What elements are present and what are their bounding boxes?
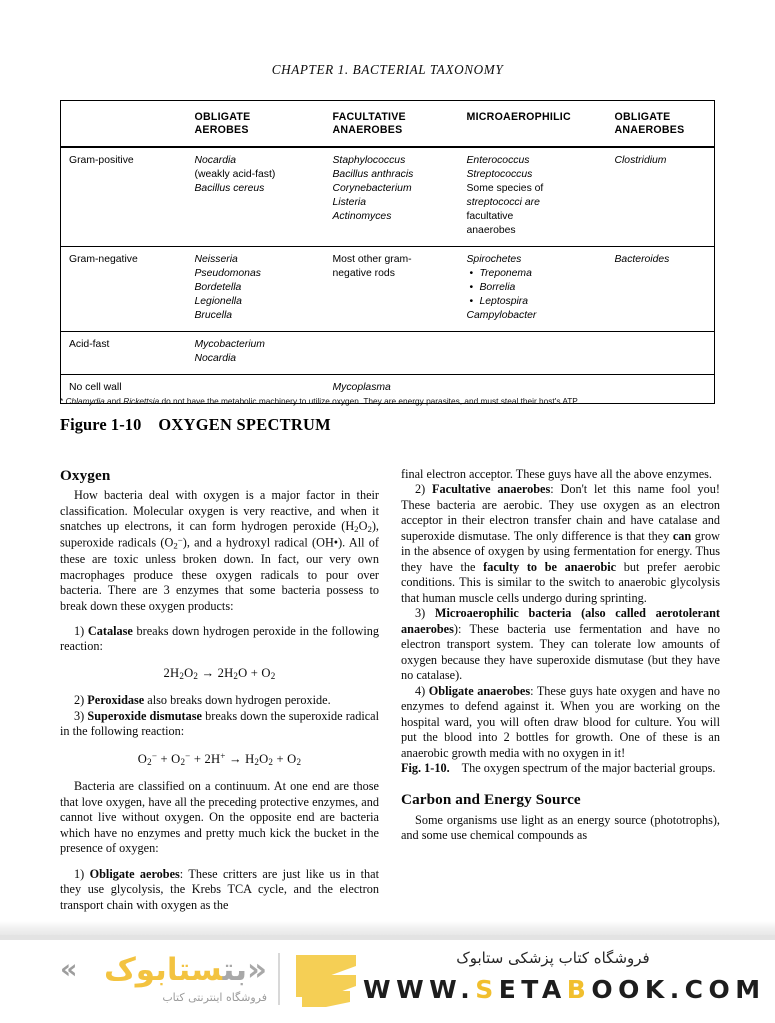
column-header-blank	[61, 101, 187, 147]
cell-gram-positive-facultative-anaerobes: Staphylococcus Bacillus anthracis Corynebacterium Listeria Actinomyces	[332, 154, 414, 222]
url-segment-1: S	[475, 974, 499, 1004]
page-bottom-fade	[0, 921, 775, 935]
section-heading-carbon-energy-source: Carbon and Energy Source	[401, 790, 581, 808]
double-chevron-icon: «	[60, 954, 78, 985]
term-microaerophilic-bacteria: Microaerophilic bacteria (also called aerotolerant anaerobes	[401, 606, 720, 636]
term-peroxidase: Peroxidase	[87, 693, 145, 708]
cell-acid-fast-facultative-anaerobes	[325, 331, 459, 374]
list-number-4b: 4)	[415, 683, 426, 698]
paragraph-microaerophilic-bacteria: 3) Microaerophilic bacteria (also called aerotolerant anaerobes): These bacteria use fermentation and have no electron transport system. They can tolerate low amounts of oxygen because they have superoxide dismutase (but they have no catalase).	[401, 606, 720, 683]
cell-gram-negative-obligate-anaerobes: Bacteroides	[614, 253, 670, 265]
term-catalase: Catalase	[87, 624, 133, 638]
cell-gram-positive-obligate-aerobes: Nocardia (weakly acid-fast) Bacillus cereus	[194, 154, 276, 194]
figure-caption-title: OXYGEN SPECTRUM	[158, 415, 331, 434]
paragraph-catalase: 1) Catalase breaks down hydrogen peroxide in the following reaction:	[60, 624, 380, 654]
row-label-gram-positive: Gram-positive	[69, 154, 134, 166]
cell-acid-fast-obligate-aerobes: Mycobacterium Nocardia	[194, 338, 265, 364]
column-header-obligate-aerobes: OBLIGATE AEROBES	[194, 111, 251, 136]
table-header-row	[61, 101, 715, 147]
list-number-1: 1)	[74, 624, 85, 638]
table-footnote	[60, 396, 720, 407]
site-watermark-banner	[0, 935, 775, 1023]
logo-word-gold: ستابوک	[104, 952, 223, 988]
banner-top-rule	[0, 935, 775, 940]
cell-gram-negative-obligate-aerobes: Neisseria Pseudomonas Bordetella Legionella Brucella	[194, 253, 261, 321]
table-body	[61, 147, 715, 403]
footnote-plain-1: and	[104, 396, 124, 406]
cell-gram-positive-obligate-anaerobes: Clostridium	[614, 154, 667, 166]
logo-divider	[278, 953, 280, 1005]
paragraph-continuum: Bacteria are classified on a continuum. At one end are those that love oxygen, have all the preceding protective enzymes, and cannot live without oxygen. On the opposite end are bacteria which have no enzymes and pretty much kick the bucket in the presence of oxygen:	[60, 779, 379, 856]
row-label-acid-fast: Acid-fast	[69, 338, 110, 350]
list-number-1b: 1)	[74, 866, 85, 881]
setabook-logo[interactable]	[62, 949, 322, 1013]
equation-superoxide-dismutase: $O_2^- + O_2^- + 2H^+ \to H_2O_2 + O_2$	[137, 750, 302, 767]
brand-text-block	[363, 947, 766, 1004]
figure-title	[60, 415, 331, 435]
list-number-3: 3)	[74, 708, 85, 723]
url-segment-4: OOK.COM	[591, 974, 766, 1004]
url-segment-0: WWW.	[363, 974, 476, 1004]
table-row	[61, 246, 715, 331]
figure-number: Figure 1-10	[60, 415, 142, 434]
table-row	[61, 331, 715, 374]
running-head: CHAPTER 1. BACTERIAL TAXONOMY	[271, 62, 504, 77]
url-segment-2: ETA	[498, 974, 567, 1004]
column-header-facultative-anaerobes: FACULTATIVE ANAEROBES	[332, 111, 406, 136]
cell-gram-positive-microaerophilic: Enterococcus Streptococcus Some species of streptococci are facultative anaerobes	[459, 147, 607, 246]
term-facultative-anaerobes: Facultative anaerobes	[432, 482, 551, 497]
figure-caption-body: The oxygen spectrum of the major bacterial groups.	[461, 761, 716, 776]
row-label-gram-negative: Gram-negative	[69, 253, 138, 265]
equation-catalase: $2H_2O_2 \to 2H_2O + O_2$	[163, 665, 276, 681]
spirochetes-bullet-list	[467, 267, 599, 309]
paragraph-obligate-aerobes: 1) Obligate aerobes: These critters are just like us in that they use glycolysis, the Krebs TCA cycle, and the electron transport chain with oxygen as the	[60, 866, 379, 912]
section-heading-oxygen: Oxygen	[60, 467, 111, 484]
table-header	[61, 101, 715, 147]
term-obligate-anaerobes: Obligate anaerobes	[428, 683, 531, 698]
url-segment-3: B	[566, 974, 592, 1004]
list-number-3b: 3)	[415, 606, 426, 621]
cell-acid-fast-obligate-anaerobes	[607, 331, 715, 374]
cell-no-cell-wall-facultative-anaerobes: Mycoplasma	[332, 381, 391, 393]
footnote-marker: *	[60, 396, 64, 406]
column-header-obligate-anaerobes: OBLIGATE ANAEROBES	[614, 111, 685, 136]
emphasis-faculty-to-be-anaerobic: faculty to be anaerobic	[483, 559, 617, 574]
cell-gram-negative-microaerophilic: Spirochetes • Treponema • Borrelia • Leptospira Campylobacter	[459, 246, 607, 331]
logo-word-grey: «بت	[222, 952, 267, 988]
cell-line-streptococci-are: streptococci are	[466, 196, 540, 208]
left-column	[60, 467, 379, 913]
row-label-no-cell-wall: No cell wall	[69, 381, 122, 393]
paragraph-superoxide-dismutase: 3) Superoxide dismutase breaks down the superoxide radical in the following reaction:	[60, 708, 380, 739]
footnote-plain-2: do not have the metabolic machinery to utilize oxygen. They are energy parasites, and must steal their host's ATP.	[159, 396, 580, 406]
list-number-2b: 2)	[415, 482, 426, 497]
paragraph-carbon-energy-intro: Some organisms use light as an energy source (phototrophs), and some use chemical compounds as	[401, 812, 720, 843]
oxygen-spectrum-table	[60, 100, 715, 404]
footnote-italic-chlamydia: Chlamydia	[65, 396, 105, 406]
term-obligate-aerobes: Obligate aerobes	[89, 866, 180, 881]
logo-subtitle: فروشگاه اینترنتی کتاب	[162, 991, 267, 1004]
figure-caption	[401, 761, 720, 776]
footnote-italic-rickettsia: Rickettsia	[123, 396, 160, 406]
cell-gram-negative-facultative-anaerobes: Most other gram- negative rods	[332, 253, 412, 279]
paragraph-obligate-anaerobes: 4) Obligate anaerobes: These guys hate oxygen and have no enzymes to defend against it. When you are working on the hospital ward, you will often draw blood for culture. You will put the blood into 2 bottles for growth. One of these is an anaerobic growth media with no oxygen in it!	[401, 683, 720, 760]
list-item: • Leptospira	[480, 295, 599, 309]
brand-website-url[interactable]	[363, 974, 766, 1004]
paragraph-facultative-anaerobes: 2) Facultative anaerobes: Don't let this name fool you! These bacteria are aerobic. They use oxygen as an electron acceptor in their electron transfer chain and have catalase and superoxide dismutase. The only difference is that they can grow in the absence of oxygen by using fermentation for energy. Thus they have the faculty to be anaerobic but prefer aerobic conditions. This is similar to the switch to anaerobic glycolysis that human muscle cells undergo during sprinting.	[401, 482, 720, 605]
figure-caption-label: Fig. 1-10.	[401, 761, 450, 776]
brand-persian-tagline: فروشگاه کتاب پزشکی ستابوک	[456, 949, 650, 967]
cell-acid-fast-microaerophilic	[459, 331, 607, 374]
paragraph-peroxidase: 2) Peroxidase also breaks down hydrogen peroxide.	[74, 693, 331, 708]
list-item: • Borrelia	[480, 281, 599, 295]
table-row	[61, 147, 715, 246]
term-superoxide-dismutase: Superoxide dismutase	[87, 708, 202, 723]
column-header-microaerophilic: MICROAEROPHILIC	[466, 111, 571, 123]
logo-wordmark	[62, 951, 267, 991]
chevron-stack-logo-icon	[294, 953, 358, 1009]
body-text-columns	[60, 467, 720, 929]
paragraph-continued-obligate-aerobes: final electron acceptor. These guys have all the above enzymes.	[401, 467, 712, 481]
list-item: • Treponema	[480, 267, 599, 281]
emphasis-can: can	[672, 528, 692, 543]
oxygen-spectrum-table-wrapper	[60, 100, 714, 404]
paragraph-oxygen-intro: How bacteria deal with oxygen is a major factor in their classification. Molecular oxygen is very reactive, and when it snatches up electrons, it can form hydrogen peroxide $(H_2O_2)$, superoxide radicals $(O_2^-)$, and a hydroxyl radical (OH•). All of these are toxic unless broken down. In fact, our very own macrophages produce these oxygen radicals to pour over bacteria. There are 3 enzymes that some bacteria possess to break down these oxygen products:	[60, 488, 379, 613]
right-column	[401, 467, 720, 844]
list-number-2: 2)	[74, 693, 85, 708]
